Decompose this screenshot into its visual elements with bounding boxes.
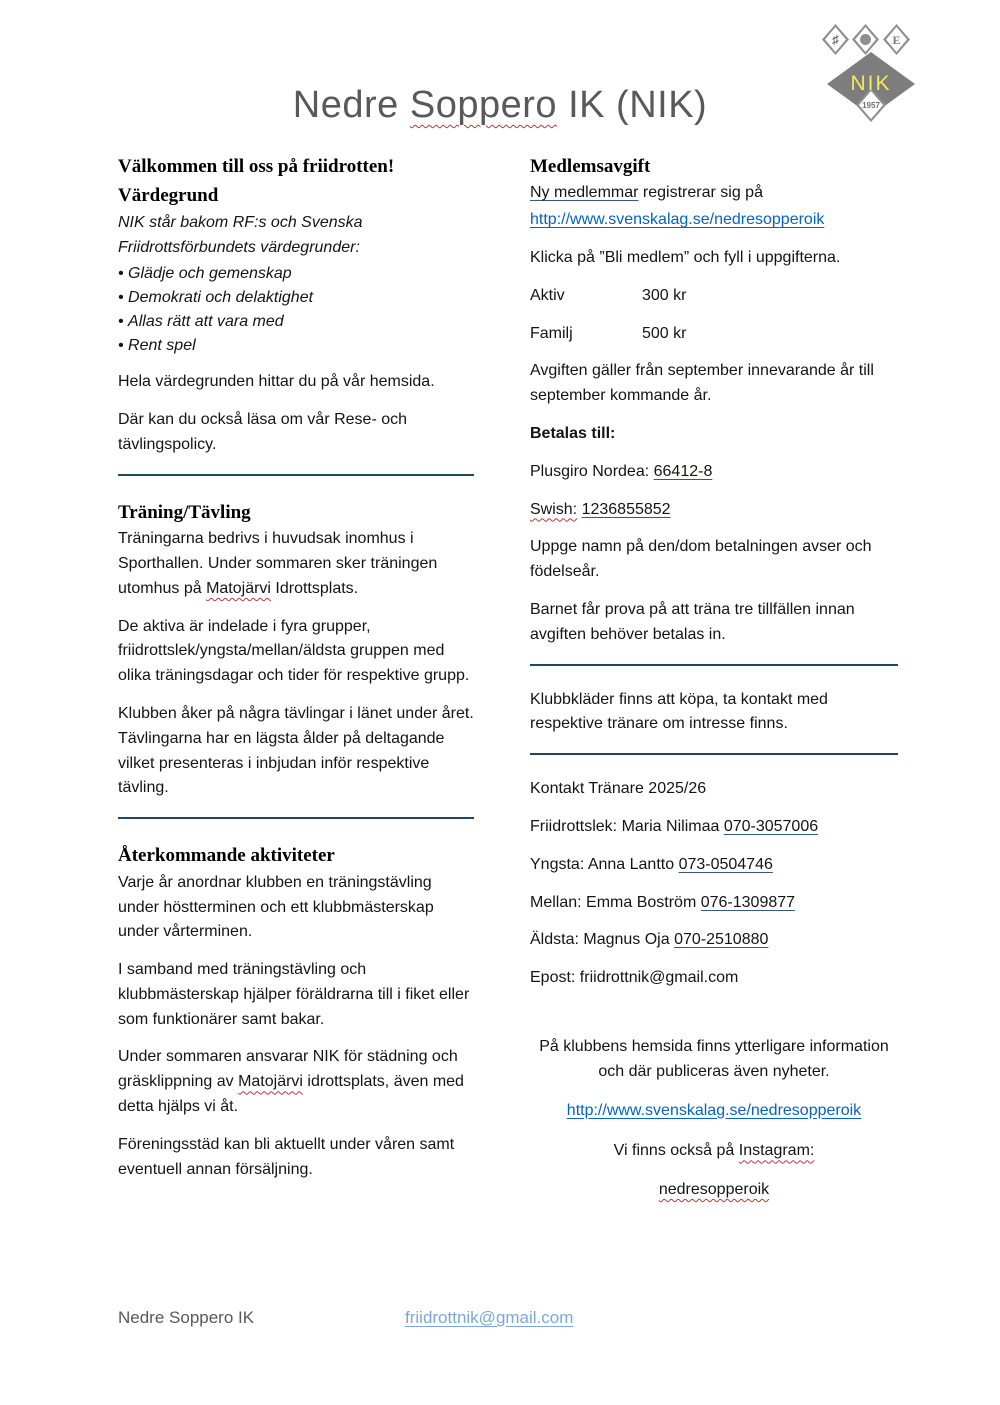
page-title-part2: IK (NIK) <box>557 84 708 126</box>
phone-number: 070-3057006 <box>723 817 819 835</box>
click-instruction: Klicka på ”Bli medlem” och fyll i uppgifterna. <box>530 249 841 267</box>
list-item: • Allas rätt att vara med <box>118 310 474 334</box>
contact-heading: Kontakt Tränare 2025/26 <box>530 780 707 798</box>
recurring-paragraph-4: Föreningsstäd kan bli aktuellt under våren samt eventuell annan försäljning. <box>118 1135 455 1178</box>
misspelled-word: Instagram: <box>738 1142 815 1160</box>
phone-number: 070-2510880 <box>674 931 769 949</box>
section-divider <box>118 474 474 476</box>
recurring-heading: Återkommande aktiviteter <box>118 845 335 867</box>
page-title-misspelled-word: Soppero <box>409 84 558 126</box>
recurring-paragraph-3: Under sommaren ansvarar NIK för städning och gräsklippning av Matojärvi idrottsplats, även med detta hjälps vi åt. <box>118 1048 464 1116</box>
instagram-handle-line <box>530 1178 898 1203</box>
plusgiro-number: 66412-8 <box>653 462 713 480</box>
misspelled-word: Matojärvi <box>206 579 271 597</box>
website-note: På klubbens hemsida finns ytterligare information och där publiceras även nyheter. <box>539 1037 889 1080</box>
website-info-block <box>530 1035 898 1203</box>
misspelled-word: Swish: <box>530 500 578 518</box>
logo-year-text: 1957 <box>862 101 880 110</box>
logo-e-symbol-icon: E <box>892 33 901 47</box>
instagram-line: Vi finns också på Instagram: <box>613 1142 815 1160</box>
section-divider <box>530 753 898 755</box>
club-logo <box>818 20 930 132</box>
values-intro: NIK står bakom RF:s och Svenska Friidrottsförbundets värdegrunder: <box>118 213 363 256</box>
left-column <box>118 152 474 1195</box>
fee-label: Aktiv <box>530 286 565 304</box>
list-item: • Glädje och gemenskap <box>118 262 474 286</box>
pay-to-heading: Betalas till: <box>530 425 616 443</box>
contact-line-epost: Epost: friidrottnik@gmail.com <box>530 969 739 987</box>
club-website-link[interactable]: http://www.svenskalag.se/nedresopperoik <box>566 1101 862 1119</box>
welcome-heading: Välkommen till oss på friidrotten! <box>118 156 395 177</box>
section-divider <box>118 817 474 819</box>
training-paragraph-3: Klubben åker på några tävlingar i länet under året. Tävlingarna har en lägsta ålder på deltagande vilket presenteras i inbjudan inför respektive tävling. <box>118 705 474 797</box>
fee-label: Familj <box>530 324 573 342</box>
training-paragraph-1: Träningarna bedrivs i huvudsak inomhus i Sporthallen. Under sommaren sker träningen utomhus på Matojärvi Idrottsplats. <box>118 530 438 597</box>
registration-link[interactable]: http://www.svenskalag.se/nedresopperoik <box>530 211 825 229</box>
membership-fee-heading: Medlemsavgift <box>530 156 651 177</box>
right-column <box>530 152 898 1217</box>
training-heading: Träning/Tävling <box>118 501 251 523</box>
list-item: • Rent spel <box>118 334 474 358</box>
section-divider <box>530 664 898 666</box>
list-item: • Demokrati och delaktighet <box>118 286 474 310</box>
club-clothes-note: Klubbkläder finns att köpa, ta kontakt med respektive tränare om intresse finns. <box>530 690 828 733</box>
logo-circle-icon <box>860 34 871 45</box>
contact-line-friidrottslek: Friidrottslek: Maria Nilimaa 070-3057006 <box>530 817 819 835</box>
phone-number: 076-1309877 <box>700 893 796 911</box>
website-link-line <box>530 1099 898 1124</box>
fee-amount: 300 kr <box>642 286 687 304</box>
plusgiro-line: Plusgiro Nordea: 66412-8 <box>530 462 713 480</box>
trial-note: Barnet får prova på att träna tre tillfällen innan avgiften behöver betalas in. <box>530 601 855 643</box>
contact-line-aldsta: Äldsta: Magnus Oja 070-2510880 <box>530 931 769 949</box>
fee-row-familj <box>530 322 898 347</box>
footer-club-name: Nedre Soppero IK <box>118 1308 255 1327</box>
phone-number: 073-0504746 <box>678 855 773 873</box>
values-paragraph-2: Där kan du också läsa om vår Rese- och tävlingspolicy. <box>118 411 408 454</box>
footer-email-link[interactable]: friidrottnik@gmail.com <box>405 1308 574 1327</box>
fee-amount: 500 kr <box>642 324 687 342</box>
fee-period-note: Avgiften gäller från september innevarande år till september kommande år. <box>530 362 874 405</box>
swish-number: 1236855852 <box>581 500 671 518</box>
payment-note: Uppge namn på den/dom betalningen avser och födelseår. <box>530 538 872 581</box>
values-paragraph-1: Hela värdegrunden hittar du på vår hemsida. <box>118 373 435 391</box>
fee-row-aktiv <box>530 284 898 309</box>
page-title-part1: Nedre <box>292 84 410 126</box>
logo-nik-text: NIK <box>850 72 892 95</box>
recurring-paragraph-1: Varje år anordnar klubben en träningstävling under höstterminen och ett klubbmästerskap under vårterminen. <box>118 873 434 941</box>
swish-line <box>530 498 898 523</box>
values-bullet-list <box>118 262 474 358</box>
contact-line-mellan: Mellan: Emma Boström 076-1309877 <box>530 893 796 911</box>
training-paragraph-2: De aktiva är indelade i fyra grupper, friidrottslek/yngsta/mellan/äldsta gruppen med olika träningsdagar och tider för respektive grupp. <box>118 617 470 685</box>
register-line: Ny medlemmar registrerar sig på <box>530 184 763 202</box>
misspelled-word: nedresopperoik <box>658 1181 770 1199</box>
contact-line-yngsta: Yngsta: Anna Lantto 073-0504746 <box>530 855 773 873</box>
misspelled-word: Matojärvi <box>238 1073 303 1091</box>
recurring-paragraph-2: I samband med träningstävling och klubbmästerskap hjälper föräldrarna till i fiket eller som funktionärer samt bakar. <box>118 961 470 1028</box>
register-link-line <box>530 208 898 233</box>
logo-sami-symbol-icon: ♯ <box>832 32 839 47</box>
values-heading: Värdegrund <box>118 185 219 207</box>
register-underlined-text: Ny medlemmar <box>530 184 639 202</box>
